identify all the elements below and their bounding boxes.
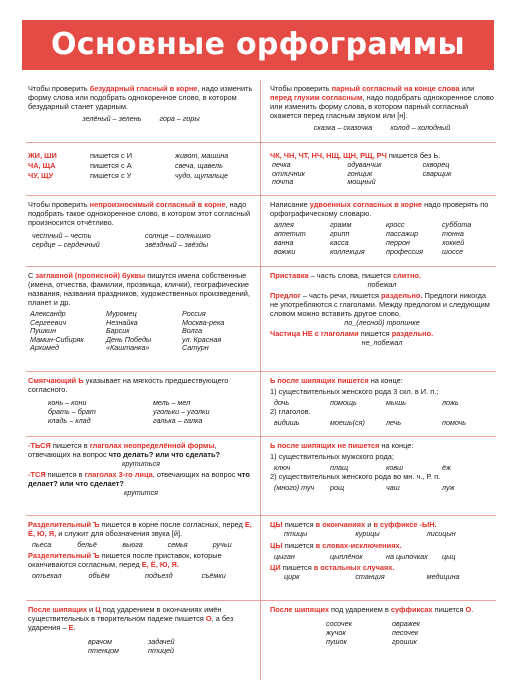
rule-text: 1) существительных мужского рода; bbox=[270, 452, 394, 461]
example-word: хоккей bbox=[442, 238, 465, 247]
rule-highlight: Е, Ё, Ю, Я, bbox=[28, 520, 252, 538]
example-word: «Каштанка» bbox=[106, 343, 150, 353]
rule-text: Чтобы проверить bbox=[28, 200, 90, 209]
example-word: побежал bbox=[367, 280, 397, 289]
example-word: чаш bbox=[386, 483, 400, 492]
rule-label: ЧУ, ЩУ bbox=[28, 171, 54, 180]
rule-highlight: суффиксах bbox=[390, 605, 433, 614]
rule-soft-sign bbox=[28, 376, 254, 425]
rule-highlight: Смягчающий Ь bbox=[28, 376, 84, 385]
rule-text: пишется с А bbox=[90, 161, 132, 170]
rule-o-e-after-sibilants-nouns bbox=[28, 605, 254, 655]
example-word: моешь(ся) bbox=[330, 418, 365, 427]
example-word: скворец bbox=[422, 160, 450, 169]
example-word: объём bbox=[88, 571, 110, 580]
rule-text: на конце: bbox=[368, 376, 403, 385]
example-word: гонщик bbox=[347, 168, 373, 178]
example-word: ложь bbox=[442, 398, 459, 407]
rule-text: пишется с И bbox=[90, 151, 133, 160]
rule-highlight: ЦЫ bbox=[270, 520, 283, 529]
example-word: рощ bbox=[330, 483, 345, 492]
example-word: мель – мел bbox=[153, 398, 191, 407]
example-word: Россия bbox=[182, 309, 206, 318]
example-word: Москва-река bbox=[182, 317, 225, 327]
example-word: сварщик bbox=[422, 168, 452, 178]
example-word: не_побежал bbox=[361, 338, 403, 347]
rule-prefix-preposition bbox=[270, 271, 494, 347]
rule-text: пишется bbox=[282, 540, 316, 550]
rule-tsy-tsi bbox=[270, 520, 494, 581]
rule-text: Чтобы проверить bbox=[28, 84, 90, 93]
rule-unstressed-vowel bbox=[28, 84, 254, 123]
example-word: овражек bbox=[392, 619, 421, 628]
rule-text: и bbox=[365, 520, 374, 529]
rule-text: 1) существительных женского рода 3 скл. в И. п.; bbox=[270, 387, 439, 396]
example-word: (много) туч bbox=[274, 483, 315, 492]
rule-text: надо проверять по орфографическому словарю. bbox=[270, 200, 489, 218]
rule-highlight: -ТСЯ bbox=[28, 470, 46, 479]
example-word: аппетит bbox=[274, 229, 306, 238]
example-word: аллея bbox=[274, 220, 294, 229]
rule-highlight: в остальных случаях. bbox=[313, 562, 395, 572]
example-word: вьюга bbox=[122, 540, 143, 549]
example-word: чудо, щупальце bbox=[175, 171, 228, 180]
rule-text: пишется без Ь. bbox=[388, 151, 441, 160]
example-word: холод – холодный bbox=[390, 123, 451, 132]
rule-highlight: О bbox=[465, 605, 472, 614]
rule-highlight: -ТЬСЯ bbox=[28, 441, 51, 450]
rule-highlight: слитно. bbox=[392, 271, 421, 280]
example-word: честный – честь bbox=[32, 231, 92, 240]
rule-text: пишутся имена собственные (имена, отчества, фамилии, прозвища, клички), географические названия, названия праздников, художественных произведений, планет и др. bbox=[28, 271, 250, 307]
example-word: вожжи bbox=[274, 247, 296, 256]
example-word: грошик bbox=[392, 637, 417, 646]
example-word: шоссе bbox=[442, 247, 464, 256]
example-word: медицина bbox=[426, 571, 460, 581]
rule-tsya-tsya bbox=[28, 441, 254, 497]
rule-text: пишется bbox=[282, 520, 316, 529]
page-title: Основные орфограммы bbox=[22, 20, 494, 70]
rule-text: Написание bbox=[270, 200, 310, 209]
rule-row bbox=[26, 196, 496, 267]
example-word: отъехал bbox=[32, 571, 62, 580]
example-word: пушок bbox=[326, 637, 347, 646]
example-word: печка bbox=[272, 160, 291, 169]
rule-highlight: глаголах неопределённой формы bbox=[89, 441, 215, 450]
example-word: врачом bbox=[88, 637, 112, 646]
example-word: курицы bbox=[355, 529, 380, 538]
rule-text: . bbox=[471, 605, 474, 614]
example-word: свеча, щавель bbox=[175, 161, 223, 170]
example-word: отличник bbox=[272, 168, 305, 178]
example-word: ключ bbox=[274, 463, 291, 472]
example-word: Волга bbox=[182, 326, 203, 336]
rule-text: пишется в bbox=[45, 470, 85, 479]
rule-row bbox=[26, 143, 496, 196]
example-word: бельё bbox=[77, 540, 97, 549]
example-word: сердце – сердечный bbox=[32, 240, 100, 249]
rule-text: пишется bbox=[358, 329, 392, 338]
example-word: День Победы bbox=[106, 334, 152, 344]
rule-highlight: непроизносимый согласный в корне bbox=[89, 200, 226, 209]
rule-silent-consonant bbox=[28, 200, 254, 249]
example-word: съёмки bbox=[201, 571, 226, 580]
rule-highlight: ЦИ bbox=[270, 562, 281, 572]
example-word: Сергеевич bbox=[30, 317, 67, 327]
rule-highlight: О bbox=[205, 614, 212, 623]
example-word: Муромец bbox=[106, 309, 137, 318]
example-word: ванна bbox=[274, 238, 294, 247]
example-word: Мамин-Сибиряк bbox=[30, 334, 84, 344]
rule-separating-signs bbox=[28, 520, 254, 580]
rule-highlight: перед глухим согласным bbox=[270, 93, 363, 102]
rule-text: , отвечающих на вопрос bbox=[152, 470, 238, 479]
rule-highlight: в словах-исключениях. bbox=[315, 540, 402, 550]
rule-text: на конце: bbox=[379, 441, 414, 450]
example-word: тонна bbox=[442, 229, 464, 238]
rule-text: и bbox=[86, 605, 96, 614]
example-word: сказка – сказочка bbox=[313, 123, 373, 132]
rule-highlight: Частица НЕ с глаголами bbox=[270, 329, 359, 338]
example-word: подъезд bbox=[145, 571, 173, 580]
rule-text: – часть речи, пишется bbox=[300, 291, 382, 300]
rule-label: ЧА, ЩА bbox=[28, 161, 56, 170]
rule-label: ЖИ, ШИ bbox=[28, 151, 57, 160]
example-word: пьеса bbox=[32, 540, 52, 549]
rule-text: пишется с У bbox=[90, 171, 132, 180]
rule-text: 2) глаголов. bbox=[270, 407, 311, 416]
rule-question: что делать? или что сделать? bbox=[108, 450, 221, 459]
example-word: гора – горы bbox=[159, 114, 200, 123]
example-word: ручьи bbox=[212, 540, 232, 549]
example-word: видишь bbox=[274, 418, 300, 427]
rule-row bbox=[26, 516, 496, 601]
rule-row bbox=[26, 437, 496, 516]
example-word: зелёный – зелень bbox=[82, 114, 142, 123]
rule-text: , надо изменить форму слова или подобрать однокоренное слово, в котором безударный станет ударным. bbox=[28, 84, 253, 111]
example-word: по_(лесной) тропинке bbox=[344, 318, 420, 327]
rule-no-soft-sign bbox=[270, 441, 494, 492]
example-word: солнце – солнышко bbox=[145, 231, 211, 240]
rule-highlight: Е, Ё, Ю, Я. bbox=[141, 560, 179, 569]
example-word: луж bbox=[442, 483, 455, 492]
example-word: лечь bbox=[386, 418, 402, 427]
example-word: цыган bbox=[274, 551, 295, 561]
example-word: одуванчик bbox=[347, 160, 382, 169]
example-word: живот, машина bbox=[175, 151, 229, 160]
rule-chk-chn bbox=[270, 151, 494, 187]
rule-highlight: в суффиксе -ЫН. bbox=[373, 520, 437, 529]
example-word: грипп bbox=[330, 229, 350, 238]
example-word: ул. Красная bbox=[182, 334, 222, 344]
example-word: ёж bbox=[442, 463, 451, 472]
example-word: суббота bbox=[442, 220, 472, 229]
rule-text: и служит для обозначения звука [й]. bbox=[56, 529, 183, 538]
rule-highlight: глаголах 3-го лица bbox=[84, 470, 153, 479]
example-word: помощь bbox=[330, 398, 357, 407]
example-word: жучок bbox=[326, 628, 346, 637]
example-word: птицы bbox=[284, 529, 308, 538]
example-word: конь – кони bbox=[48, 398, 87, 407]
example-word: мышь bbox=[386, 398, 406, 407]
example-word: мощный bbox=[347, 177, 376, 187]
example-word: птенцом bbox=[88, 646, 119, 655]
rule-highlight: заглавной (прописной) буквы bbox=[35, 271, 146, 280]
rule-text: пишется в bbox=[50, 441, 90, 450]
rule-highlight: Ь после шипящих не пишется bbox=[270, 441, 380, 450]
example-word: станция bbox=[355, 571, 385, 581]
rule-text: , отвечающих на вопрос bbox=[28, 441, 217, 459]
rule-text: . bbox=[73, 623, 76, 632]
example-word: кладь – клад bbox=[48, 416, 91, 425]
rule-highlight: Приставка bbox=[270, 271, 309, 280]
rule-highlight: Разделительный Ъ bbox=[28, 551, 100, 560]
rule-text: , а без ударения – bbox=[28, 614, 234, 632]
rule-highlight: безударный гласный в корне bbox=[89, 84, 198, 93]
example-word: цирк bbox=[284, 571, 300, 581]
example-word: песочек bbox=[392, 628, 419, 637]
example-word: звёздный – звёзды bbox=[145, 240, 209, 249]
rule-text: 2) существительных женского рода во мн. ч., Р. п. bbox=[270, 472, 441, 481]
example-word: семья bbox=[167, 540, 188, 549]
rule-text: Предлоги никогда не употребляются с глаголами. Между предлогом и следующим словом можно вставить другое слово. bbox=[270, 291, 490, 318]
example-word: помочь bbox=[442, 418, 467, 427]
example-word: брать – брат bbox=[48, 407, 96, 416]
example-word: пассажир bbox=[386, 229, 419, 238]
rule-label: ЧК, ЧН, ЧТ, НЧ, НЩ, ЩН, РЩ, РЧ bbox=[270, 151, 387, 160]
rule-row bbox=[26, 601, 496, 687]
rule-highlight: в окончаниях bbox=[315, 520, 366, 529]
example-word: сосочек bbox=[326, 619, 352, 628]
rule-question: что делает? или что сделает? bbox=[28, 470, 250, 488]
rule-text: Чтобы проверить bbox=[270, 84, 332, 93]
rule-text: С bbox=[28, 271, 36, 280]
rule-highlight: После шипящих bbox=[270, 605, 329, 614]
rule-double-consonant bbox=[270, 200, 494, 256]
example-word: перрон bbox=[386, 238, 410, 247]
rule-text: пишется в корне после согласных, перед bbox=[99, 520, 245, 529]
example-word: крутиться bbox=[122, 459, 160, 468]
example-word: плащ bbox=[330, 463, 349, 472]
example-word: Незнайка bbox=[106, 317, 138, 327]
rule-text: пишется bbox=[280, 562, 314, 572]
example-word: галька – галка bbox=[153, 416, 203, 425]
rule-row bbox=[26, 267, 496, 372]
example-word: цыплёнок bbox=[330, 551, 363, 561]
rule-text: пишется после приставок, которые оканчиваются согласным, перед bbox=[28, 551, 222, 569]
rule-soft-sign-after-sibilants bbox=[270, 376, 494, 427]
example-word: грамм bbox=[330, 220, 352, 229]
rule-capital-letter bbox=[28, 271, 254, 353]
rule-highlight: ЦЫ bbox=[270, 540, 283, 550]
rule-highlight: раздельно. bbox=[381, 291, 423, 300]
example-word: Барсик bbox=[106, 326, 130, 336]
example-word: коллекция bbox=[330, 247, 365, 256]
rule-highlight: Разделительный Ъ bbox=[28, 520, 100, 529]
example-word: крутится bbox=[123, 488, 159, 497]
example-word: дочь bbox=[274, 398, 290, 407]
rule-highlight: Ь после шипящих пишется bbox=[270, 376, 369, 385]
example-word: Александр bbox=[30, 309, 66, 318]
rule-highlight: парный согласный на конце слова bbox=[331, 84, 460, 93]
example-word: Пушкин bbox=[30, 326, 57, 336]
rule-paired-consonant bbox=[270, 84, 494, 132]
rule-text: , надо подобрать такое однокоренное слово, в котором этот согласный произносится отчётливо. bbox=[28, 200, 251, 227]
example-word: лисицын bbox=[426, 529, 456, 538]
rule-zhi-shi bbox=[28, 151, 254, 180]
rule-text: – часть слова, пишется bbox=[308, 271, 393, 280]
example-word: Сатурн bbox=[182, 343, 209, 353]
rule-text: пишется bbox=[432, 605, 466, 614]
rule-highlight: удвоенных согласных в корне bbox=[309, 200, 423, 209]
rule-highlight: После шипящих bbox=[28, 605, 87, 614]
rule-text: под ударением в окончаниях имён существительных в творительном падеже пишется bbox=[28, 605, 222, 623]
example-word: цыц bbox=[442, 551, 456, 561]
rule-o-after-sibilants-suffixes bbox=[270, 605, 494, 646]
rule-highlight: раздельно. bbox=[391, 329, 434, 338]
example-word: птицей bbox=[148, 646, 175, 655]
example-word: касса bbox=[330, 238, 349, 247]
example-word: почта bbox=[272, 177, 294, 187]
example-word: Архимед bbox=[30, 343, 59, 353]
rule-row bbox=[26, 80, 496, 143]
example-word: ковш bbox=[386, 463, 404, 472]
example-word: на цыпочках bbox=[386, 551, 428, 561]
rule-text: , надо подобрать однокоренное слово или изменить форму слова, в котором парный согласный окажется перед гласным звуком или [н]. bbox=[270, 93, 494, 120]
rule-text: под ударением в bbox=[328, 605, 391, 614]
rule-text: или bbox=[459, 84, 475, 93]
rule-row bbox=[26, 372, 496, 437]
example-word: профессия bbox=[386, 247, 423, 256]
rule-text: указывает на мягкость предшествующего согласного. bbox=[28, 376, 229, 394]
example-word: задачей bbox=[148, 637, 175, 646]
rule-highlight: Ц bbox=[95, 605, 101, 614]
example-word: угольки – уголки bbox=[153, 407, 210, 416]
example-word: кросс bbox=[386, 220, 405, 229]
rule-highlight: Предлог bbox=[270, 291, 301, 300]
rules-grid bbox=[26, 80, 496, 687]
rule-highlight: Е bbox=[68, 623, 74, 632]
